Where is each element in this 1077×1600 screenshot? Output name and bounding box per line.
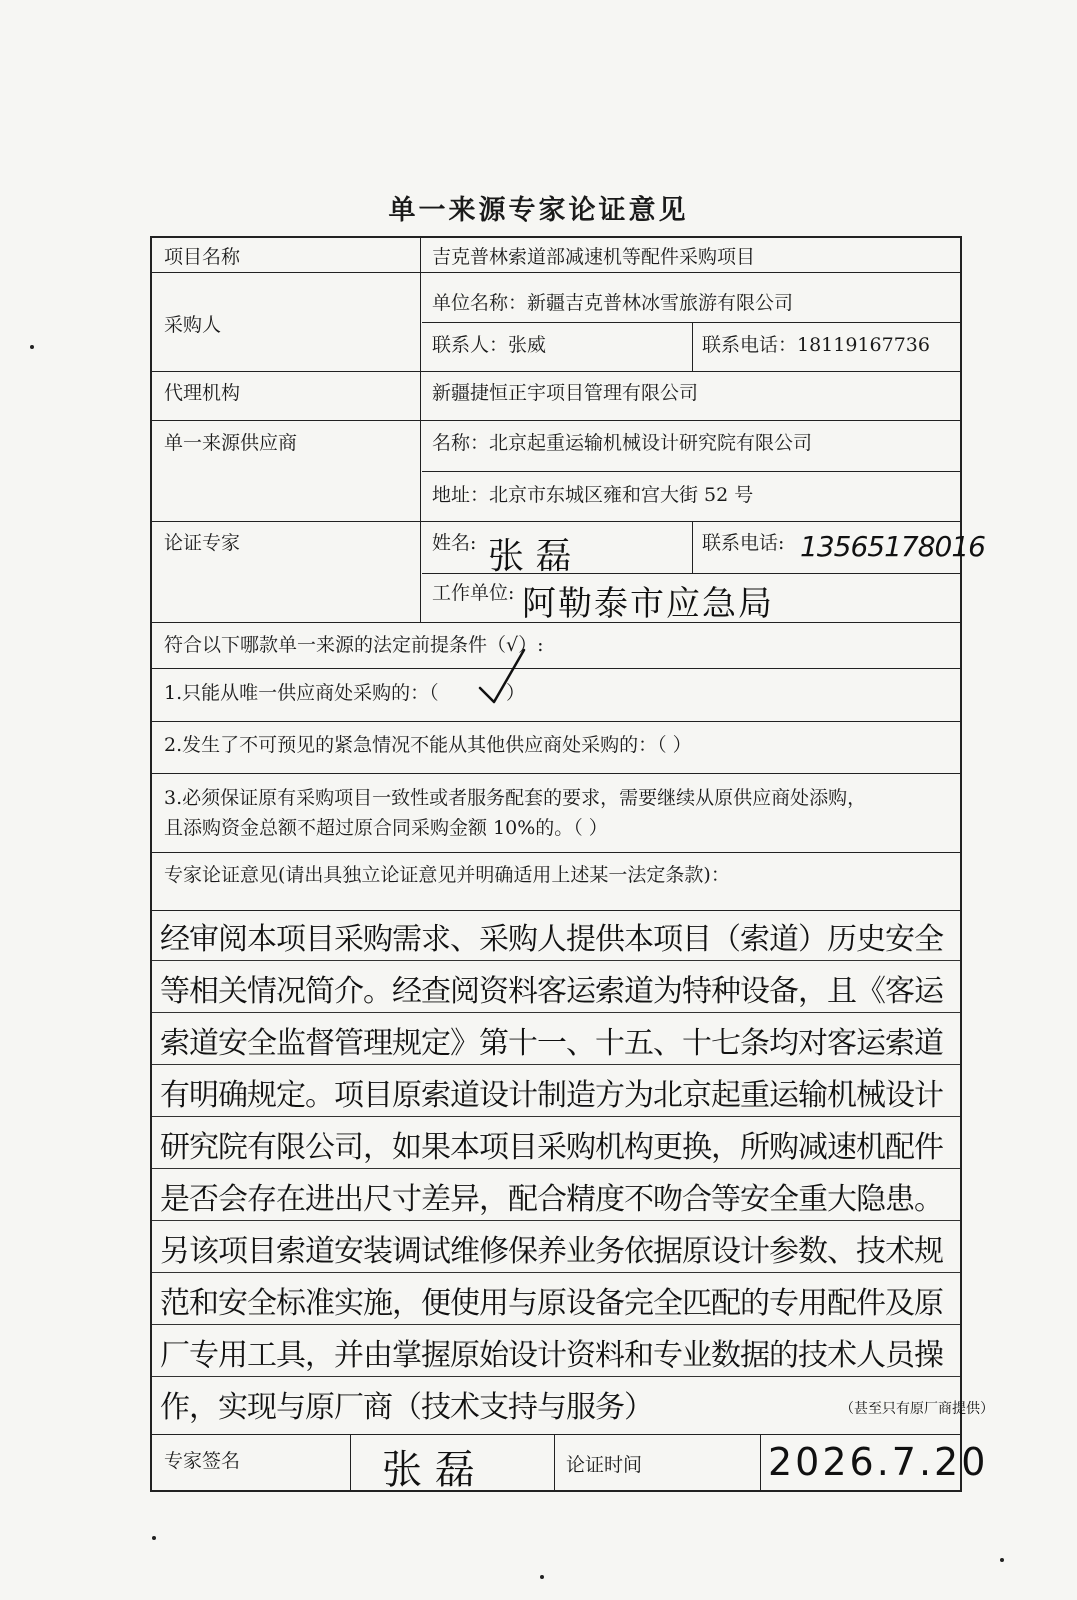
opinion-label: 专家论证意见(请出具独立论证意见并明确适用上述某一法定条款)：	[164, 864, 730, 886]
scan-speck	[540, 1575, 544, 1579]
expert-name-label: 姓名:	[432, 532, 477, 554]
check-mark-icon	[476, 646, 528, 706]
expert-label: 论证专家	[164, 532, 241, 554]
project-name-value: 吉克普林索道部减速机等配件采购项目	[432, 246, 756, 268]
opinion-handwritten-text: 经审阅本项目采购需求、采购人提供本项目（索道）历史安全等相关情况简介。经查阅资料客运索道为特种设备，且《客运索道安全监督管理规定》第十一、十五、十七条均对客运索道有明确规定。项目原索道设计制造方为北京起重运输机械设计研究院有限公司，如果本项目采购机构更换，所购减速机配件是否会存在进出尺寸差异，配合精度不吻合等安全重大隐患。另该项目索道安装调试维修保养业务依据原设计参数、技术规范和安全标准实施，便使用与原设备完全匹配的专用配件及原厂专用工具，并由掌握原始设计资料和专业数据的技术人员操作，实现与原厂商（技术支持与服务）	[160, 922, 943, 1425]
supplier-label: 单一来源供应商	[164, 432, 298, 454]
condition-3-line-2: 且添购资金总额不超过原合同采购金额 10%的。（ ）	[164, 817, 608, 839]
signature-label: 专家签名	[164, 1450, 241, 1472]
conditions-intro: 符合以下哪款单一来源的法定前提条件（√）:	[164, 634, 544, 656]
unit-name: 单位名称：新疆吉克普林冰雪旅游有限公司	[432, 292, 794, 314]
document-title: 单一来源专家论证意见	[388, 195, 689, 226]
supplier-address: 地址：北京市东城区雍和宫大街 52 号	[432, 484, 754, 506]
date-handwritten: 2026.7.20	[768, 1440, 989, 1484]
opinion-margin-note: （甚至只有原厂商提供）	[840, 1401, 994, 1417]
agency-value: 新疆捷恒正宇项目管理有限公司	[432, 382, 699, 404]
scan-speck	[1000, 1558, 1004, 1562]
contact-phone: 联系电话：18119167736	[702, 334, 930, 356]
expert-phone-handwritten: 13565178016	[800, 530, 985, 563]
expert-work-label: 工作单位:	[432, 582, 515, 604]
scan-speck	[30, 345, 34, 349]
expert-phone-label: 联系电话:	[702, 532, 785, 554]
expert-opinion-form	[150, 236, 994, 1493]
scan-speck	[152, 1536, 156, 1540]
purchaser-label: 采购人	[164, 314, 222, 336]
condition-1-close: ）	[506, 682, 526, 704]
expert-name-handwritten: 张 磊	[488, 536, 572, 577]
supplier-name: 名称：北京起重运输机械设计研究院有限公司	[432, 432, 813, 454]
signature-handwritten: 张 磊	[382, 1447, 475, 1493]
project-name-label: 项目名称	[164, 246, 241, 268]
agency-label: 代理机构	[164, 382, 241, 404]
condition-1: 1.只能从唯一供应商处采购的：（	[164, 682, 439, 704]
contact-person: 联系人：张威	[432, 334, 547, 356]
expert-work-handwritten: 阿勒泰市应急局	[522, 584, 774, 624]
date-label: 论证时间	[566, 1454, 643, 1476]
condition-2: 2.发生了不可预见的紧急情况不能从其他供应商处采购的：（ ）	[164, 734, 692, 756]
condition-3-line-1: 3.必须保证原有采购项目一致性或者服务配套的要求，需要继续从原供应商处添购，	[164, 787, 867, 809]
